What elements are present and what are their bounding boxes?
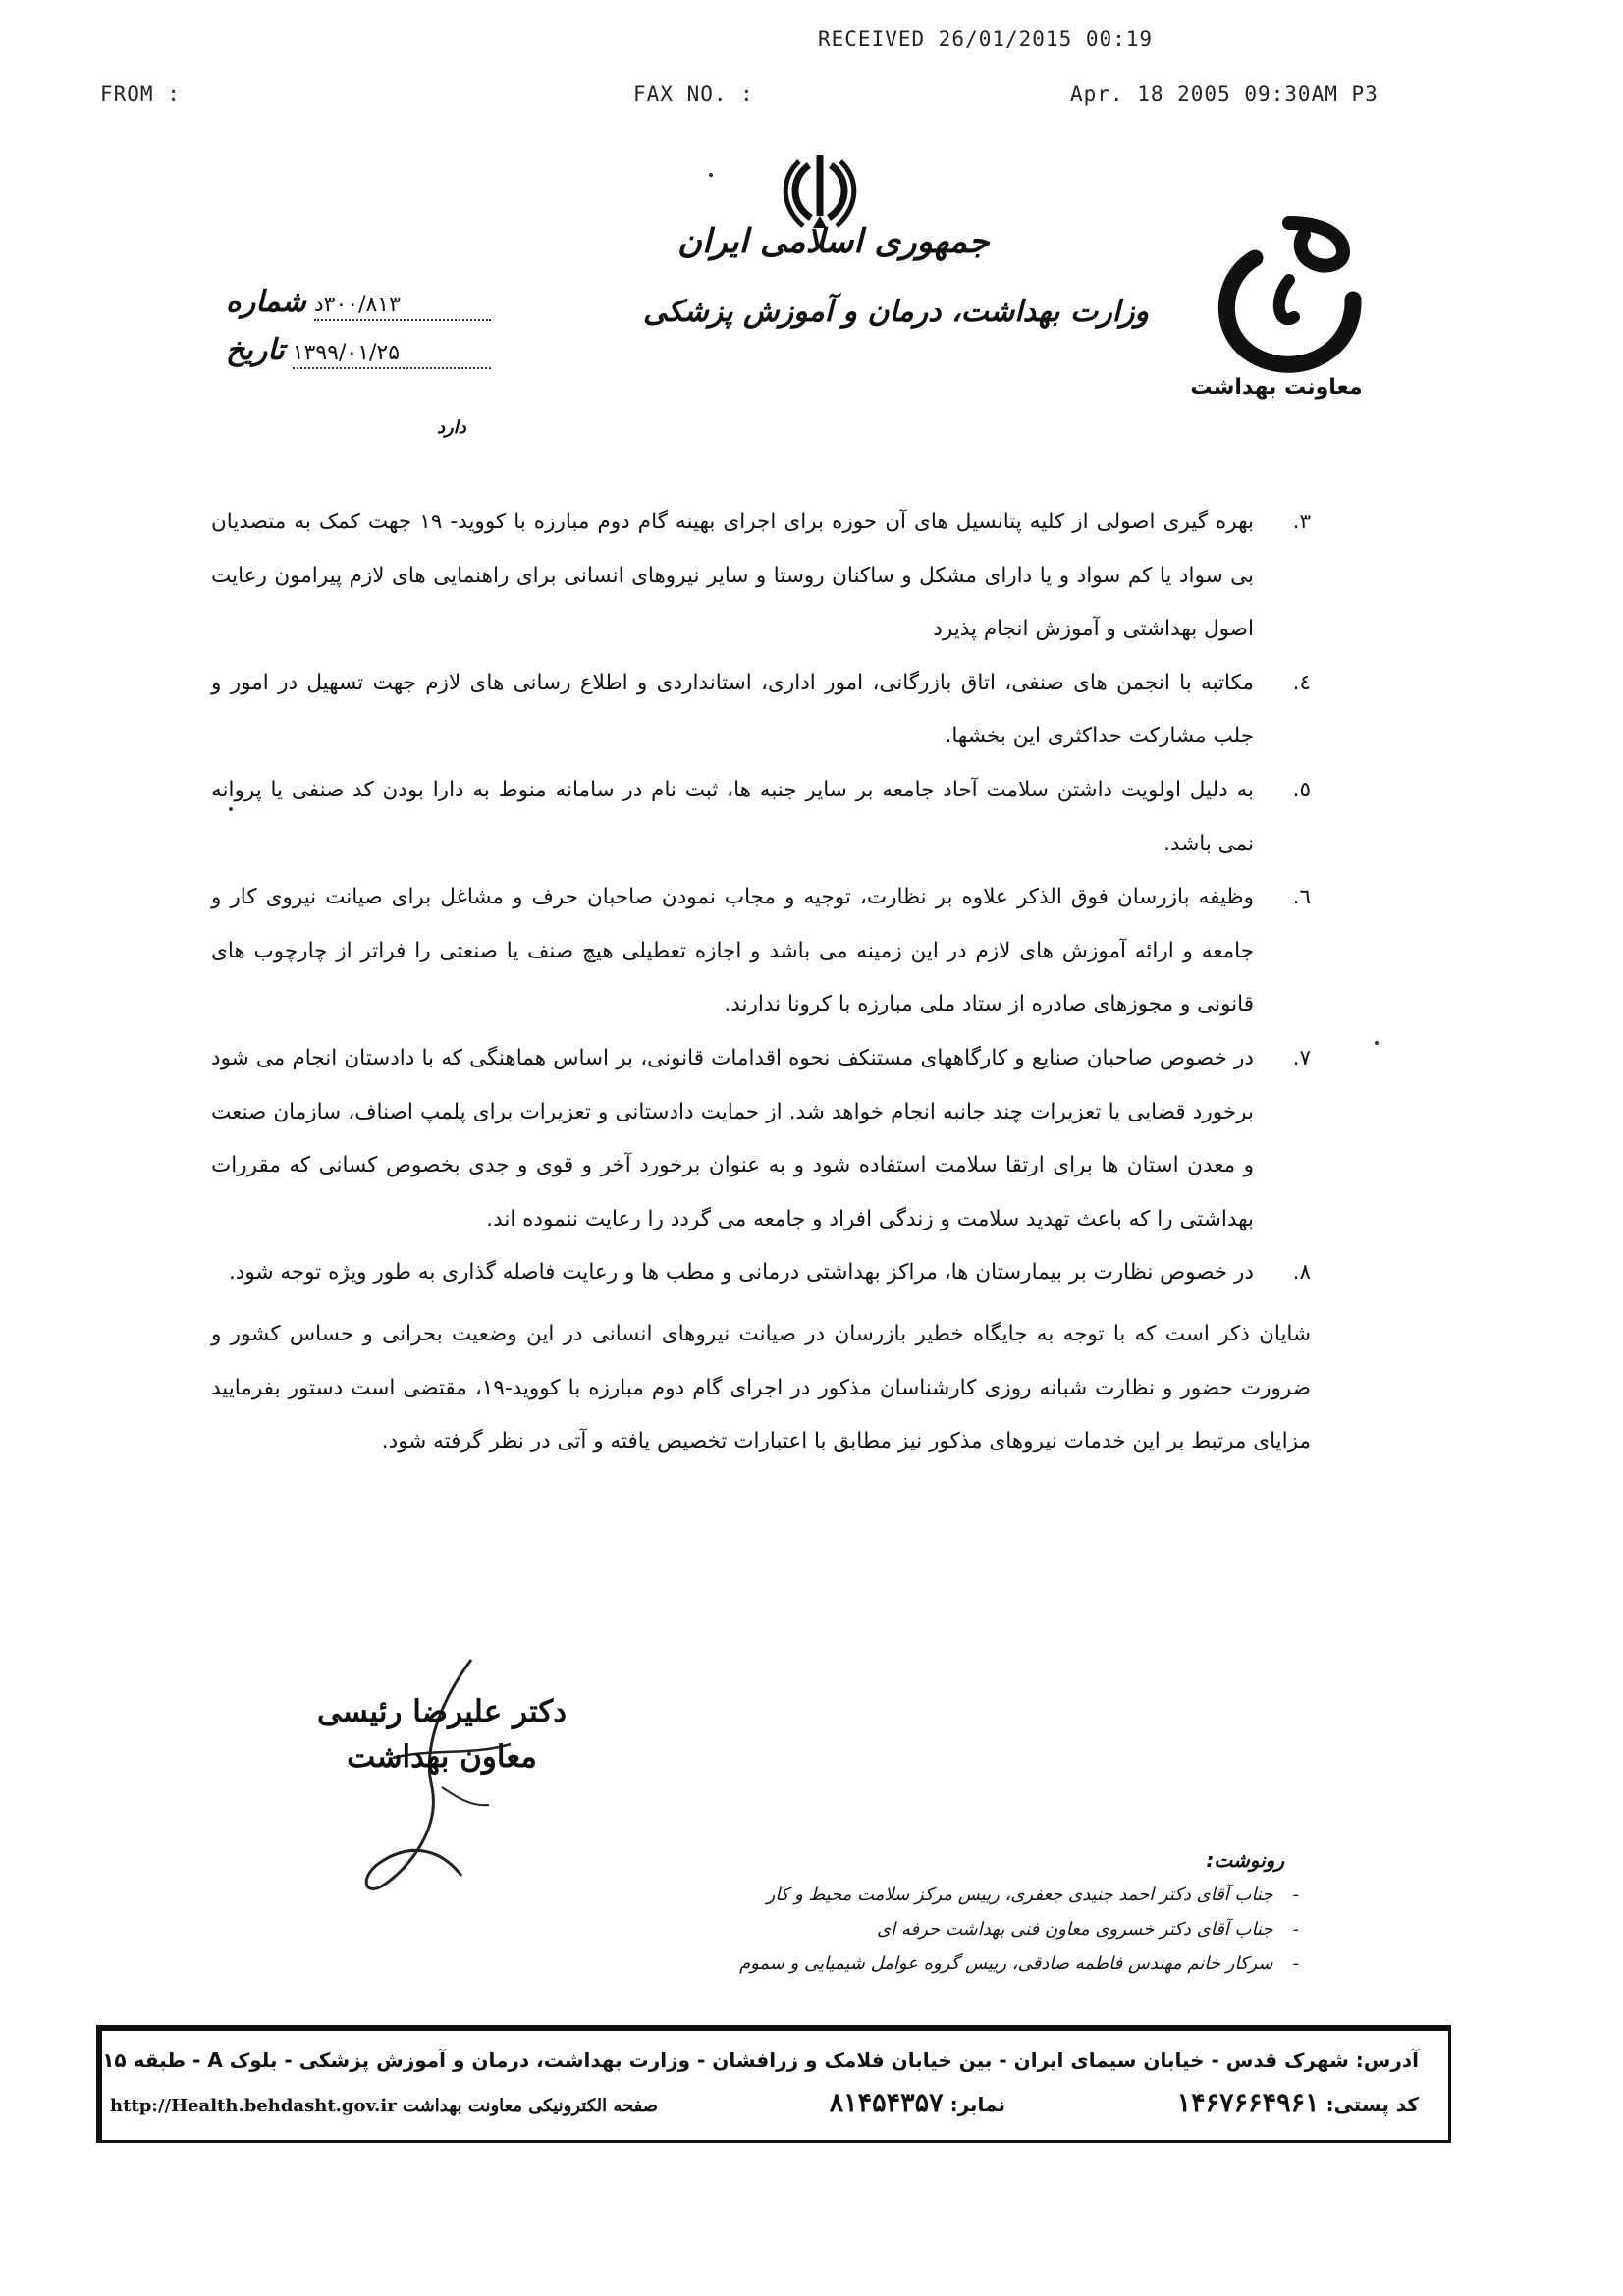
reference-date-label: تاریخ: [226, 333, 285, 367]
cc-item: [612, 1912, 1299, 1946]
footer-address: آدرس: شهرک قدس - خیابان سیمای ایران - بین خیابان فلامک و زرافشان - وزارت بهداشت، درمان و آموزش پزشکی - بلوک A - طبقه ۱۵: [102, 2049, 1419, 2072]
cc-text: جناب آقای دکتر احمد جنیدی جعفری، رییس مرکز سلامت محیط و کار: [766, 1885, 1273, 1905]
cc-text: جناب آقای دکتر خسروی معاون فنی بهداشت حرفه ای: [877, 1919, 1273, 1940]
reference-number-row: [226, 285, 491, 321]
item-text: بهره گیری اصولی از کلیه پتانسیل های آن حوزه برای اجرای بهینه گام دوم مبارزه با کووید- ۱۹ جهت کمک به متصدیان بی سواد یا کم سواد و یا دارای مشکل و ساکنان روستا و سایر نیروهای انسانی برای راهنمایی های لازم پیرامون رعایت اصول بهداشتی و آموزش انجام پذیرد: [211, 510, 1255, 642]
fax-from-label: FROM :: [100, 82, 181, 106]
list-item: [211, 871, 1311, 1032]
health-deputy-logo-icon: [1196, 201, 1373, 378]
list-item: [211, 1246, 1311, 1300]
footer-postal: [1177, 2088, 1419, 2118]
item-text: به دلیل اولویت داشتن سلامت آحاد جامعه بر سایر جنبه ها، ثبت نام در سامانه منوط به دارا بودن کد صنفی یا پروانه نمی باشد.: [211, 777, 1254, 856]
fax-number-label: FAX NO. :: [633, 82, 754, 106]
cc-bullet: -: [1292, 1885, 1299, 1905]
reference-block: [226, 285, 491, 381]
footer-contact-row: [102, 2088, 1419, 2118]
footer-website: [102, 2096, 658, 2116]
signatory-title: معاون بهداشت: [347, 1739, 537, 1775]
reference-date-value: ۱۳۹۹/۰۱/۲۵: [293, 341, 491, 369]
postal-code: ۱۴۶۷۶۶۴۹۶۱: [1176, 2088, 1320, 2118]
website-label: صفحه الکترونیکی معاونت بهداشت: [403, 2096, 659, 2116]
scan-speck: [709, 173, 713, 177]
letterhead-republic: جمهوری اسلامی ایران: [677, 222, 990, 261]
fax-received-stamp: RECEIVED 26/01/2015 00:19: [818, 27, 1154, 51]
cc-title: رونوشت:: [1206, 1848, 1284, 1872]
cc-bullet: -: [1292, 1919, 1299, 1940]
item-number: ٥.: [1292, 777, 1311, 802]
logo-caption: معاونت بهداشت: [1190, 375, 1363, 400]
item-number: ۸.: [1292, 1260, 1311, 1285]
scan-speck: [1375, 1041, 1379, 1045]
reference-number-label: شماره: [226, 285, 306, 319]
item-number: ٦.: [1292, 885, 1311, 910]
item-text: در خصوص نظارت بر بیمارستان ها، مراکز بهداشتی درمانی و مطب ها و رعایت فاصله گذاری به طور ویژه توجه شود.: [228, 1260, 1254, 1285]
cc-list: [612, 1878, 1299, 1981]
footer-box: [96, 2025, 1451, 2143]
cc-item: [612, 1878, 1299, 1912]
website-url: http://Health.behdasht.gov.ir: [110, 2096, 397, 2116]
item-number: ۷.: [1292, 1045, 1311, 1070]
cc-bullet: -: [1292, 1953, 1299, 1974]
item-text: مکاتبه با انجمن های صنفی، اتاق بازرگانی، امور اداری، استانداردی و اطلاع رسانی های لازم جهت تسهیل در امور و جلب مشارکت حداکثری این بخشها.: [211, 670, 1254, 749]
postal-label: کد پستی:: [1325, 2093, 1419, 2116]
scan-speck: [229, 807, 233, 811]
item-number: ٤.: [1292, 670, 1311, 695]
cc-item: [612, 1946, 1299, 1981]
item-text: در خصوص صاحبان صنایع و کارگاههای مستنکف نحوه اقدامات قانونی، بر اساس هماهنگی که با دادستان انجام می شود برخورد قضایی یا تعزیرات چند جانبه انجام خواهد شد. از حمایت دادستانی و تعزیرات برای پلمپ اصناف، سازمان صنعت و معدن استان ها برای ارتقا سلامت استفاده شود و به عنوان برخورد آخر و قوی و جدی بخصوص کسانی که مقررات بهداشتی را که باعث تهدید سلامت و زندگی افراد و جامعه می گردد را رعایت ننموده اند.: [211, 1045, 1254, 1231]
closing-paragraph: شایان ذکر است که با توجه به جایگاه خطیر بازرسان در صیانت نیروهای انسانی در این وضعیت بحرانی و حساس کشور و ضرورت حضور و نظارت شبانه روزی کارشناسان مذکور در اجرای گام دوم مبارزه با کووید-۱۹، مقتضی است دستور بفرمایید مزایای مرتبط بر این خدمات نیروهای مذکور نیز مطابق با اعتبارات تخصیص یافته و آتی در نظر گرفته شود.: [211, 1321, 1312, 1454]
signature-block: [314, 1689, 569, 1779]
cc-text: سرکار خانم مهندس فاطمه صادقی، رییس گروه عوامل شیمیایی و سموم: [738, 1953, 1273, 1974]
list-item: [211, 657, 1311, 764]
attachment-label: دارد: [437, 417, 466, 438]
list-item: [211, 496, 1311, 657]
letter-body: [211, 496, 1311, 1469]
fax-label: نمابر:: [949, 2093, 1005, 2116]
list-item: [211, 764, 1311, 871]
footer-fax: [830, 2088, 1005, 2118]
fax-timestamp: Apr. 18 2005 09:30AM P3: [1070, 82, 1379, 106]
fax-number: ۸۱۴۵۴۳۵۷: [829, 2088, 944, 2118]
item-text: وظیفه بازرسان فوق الذکر علاوه بر نظارت، توجیه و مجاب نمودن صاحبان حرف و مشاغل برای صیانت نیروی کار و جامعه و ارائه آموزش های لازم در این زمینه می باشد و اجازه تعطیلی هیچ صنف یا صنعتی را فراتر از چارچوب های قانونی و مجوزهای صادره از ستاد ملی مبارزه با کرونا ندارند.: [211, 885, 1254, 1017]
reference-date-row: [226, 333, 491, 369]
signatory-name: دکتر علیرضا رئیسی: [316, 1694, 568, 1729]
list-item: [211, 1032, 1311, 1246]
item-number: ۳.: [1292, 510, 1311, 534]
reference-number-value: ۳۰۰/۸۱۳د: [314, 293, 491, 321]
letterhead-ministry: وزارت بهداشت، درمان و آموزش پزشکی: [643, 295, 1149, 329]
